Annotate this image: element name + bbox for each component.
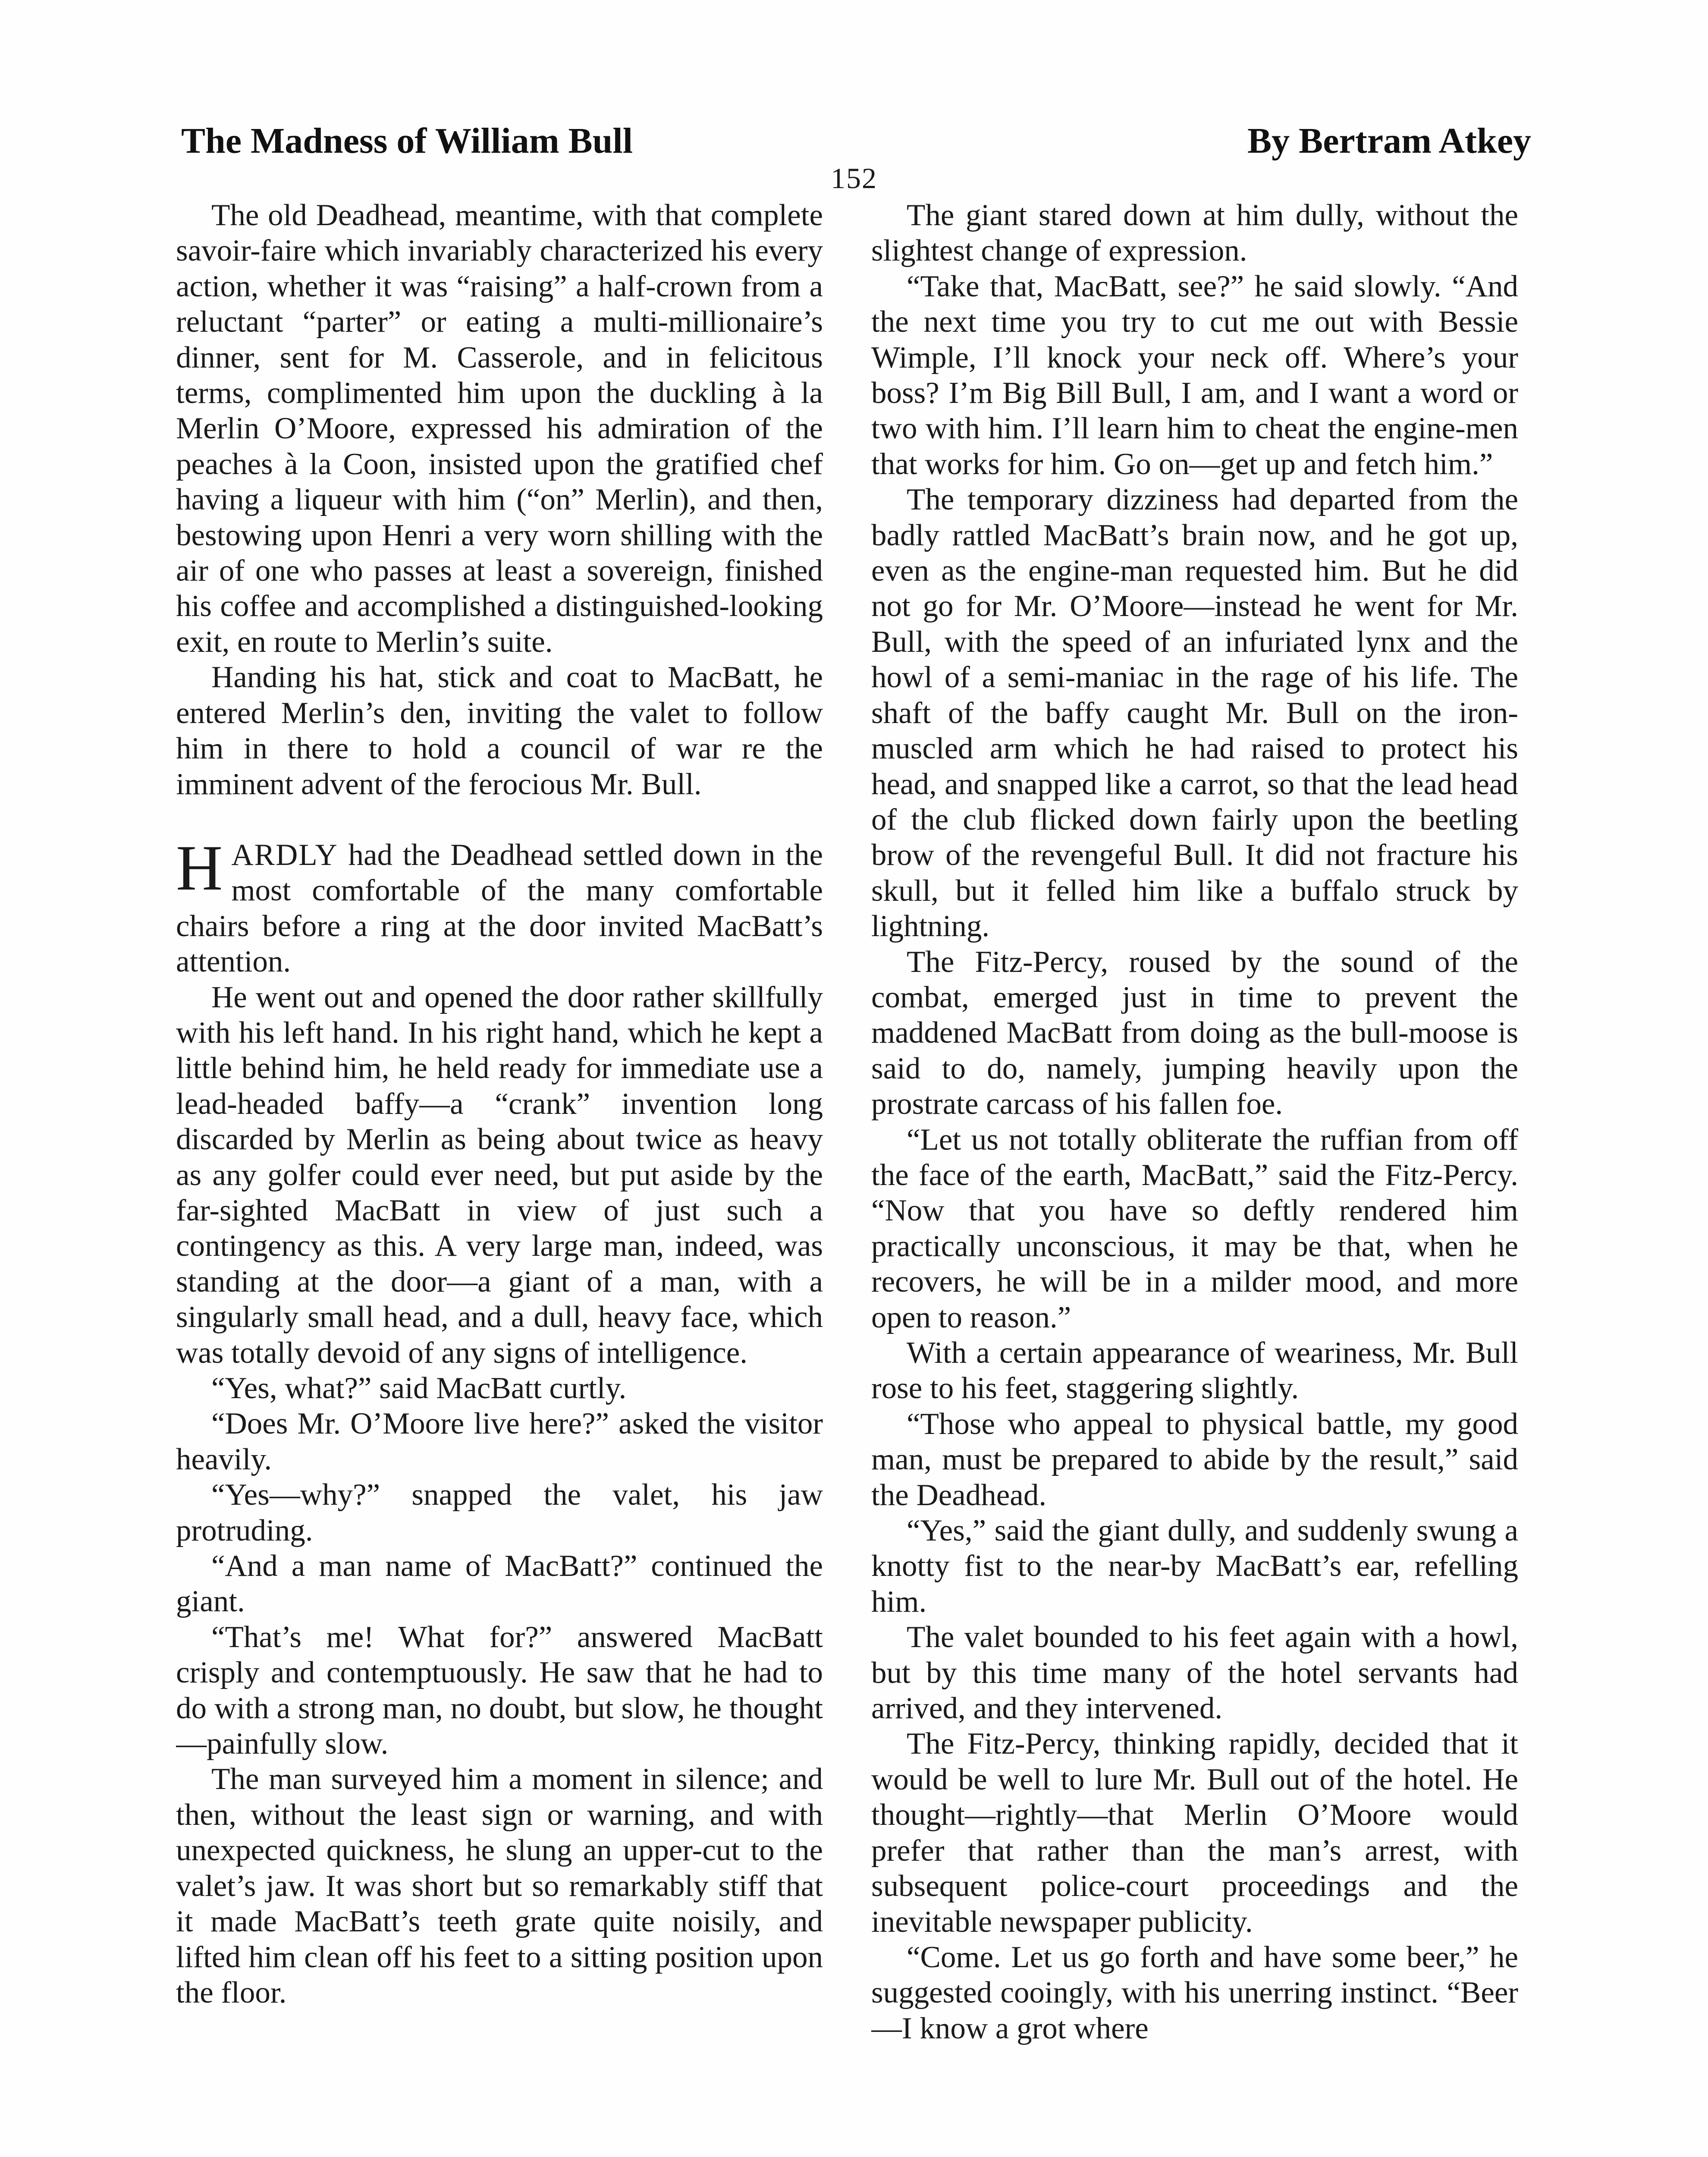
paragraph: He went out and opened the door rather skillfully with his left hand. In his right hand, which he kept a little behind him, he held ready for immediate use a lead-headed baffy—a “crank” invention long discarded by Merlin as being about twice as heavy as any golfer could ever need, but put aside by the far-sighted MacBatt in view of just such a contingency as this. A very large man, indeed, was standing at the door—a giant of a man, with a singularly small head, and a dull, heavy face, which was totally devoid of any signs of intelligence. <box>176 980 823 1370</box>
paragraph: Handing his hat, stick and coat to MacBatt, he entered Merlin’s den, inviting the valet to follow him in there to hold a council of war re the imminent advent of the ferocious Mr. Bull. <box>176 660 823 801</box>
paragraph: “Come. Let us go forth and have some beer,” he suggested cooingly, with his unerring instinct. “Beer—I know a grot where <box>871 1940 1518 2045</box>
paragraph: “That’s me! What for?” answered MacBatt crisply and contemptuously. He saw that he had to do with a strong man, no doubt, but slow, he thought—painfully slow. <box>176 1620 823 1761</box>
right-column <box>871 198 1518 2157</box>
paragraph: The giant stared down at him dully, without the slightest change of expression. <box>871 198 1518 268</box>
paragraph: With a certain appearance of weariness, Mr. Bull rose to his feet, staggering slightly. <box>871 1336 1518 1406</box>
paragraph-text: had the Deadhead settled down in the most comfortable of the many comfortable chairs before a ring at the door invited MacBatt’s attention. <box>176 838 823 979</box>
paragraph: “And a man name of MacBatt?” continued the giant. <box>176 1549 823 1619</box>
story-title: The Madness of William Bull <box>181 121 633 161</box>
paragraph: “Let us not totally obliterate the ruffian from off the face of the earth, MacBatt,” said the Fitz-Percy. “Now that you have so deftly rendered him practically unconscious, it may be that, when he recovers, he will be in a milder mood, and more open to reason.” <box>871 1123 1518 1334</box>
paragraph: The Fitz-Percy, roused by the sound of the combat, emerged just in time to prevent the maddened MacBatt from doing as the bull-moose is said to do, namely, jumping heavily upon the prostrate carcass of his fallen foe. <box>871 945 1518 1121</box>
paragraph: The old Deadhead, meantime, with that complete savoir-faire which invariably characterized his every action, whether it was “raising” a half-crown from a reluctant “parter” or eating a multi-millionaire’s dinner, sent for M. Casserole, and in felicitous terms, complimented him upon the duckling à la Merlin O’Moore, expressed his admiration of the peaches à la Coon, insisted upon the gratified chef having a liqueur with him (“on” Merlin), and then, bestowing upon Henri a very worn shilling with the air of one who passes at least a sovereign, finished his coffee and accomplished a distinguished-looking exit, en route to Merlin’s suite. <box>176 198 823 659</box>
left-column <box>176 198 823 2157</box>
paragraph: “Take that, MacBatt, see?” he said slowly. “And the next time you try to cut me out with Bessie Wimple, I’ll knock your neck off. Where’s your boss? I’m Big Bill Bull, I am, and I want a word or two with him. I’ll learn him to cheat the engine-men that works for him. Go on—get up and fetch him.” <box>871 269 1518 481</box>
paragraph: “Yes—why?” snapped the valet, his jaw protruding. <box>176 1478 823 1547</box>
small-caps-lead: ARDLY <box>231 838 338 872</box>
story-byline: By Bertram Atkey <box>1247 121 1531 161</box>
paragraph: “Does Mr. O’Moore live here?” asked the visitor heavily. <box>176 1407 823 1476</box>
paragraph: The valet bounded to his feet again with a howl, but by this time many of the hotel servants had arrived, and they intervened. <box>871 1620 1518 1726</box>
paragraph: “Those who appeal to physical battle, my good man, must be prepared to abide by the result,” said the Deadhead. <box>871 1407 1518 1512</box>
drop-cap: H <box>176 832 223 904</box>
paragraph: “Yes, what?” said MacBatt curtly. <box>211 1371 627 1405</box>
running-header <box>181 117 1531 165</box>
section-opening-paragraph <box>176 832 823 980</box>
paragraph: The Fitz-Percy, thinking rapidly, decided that it would be well to lure Mr. Bull out of the hotel. He thought—rightly—that Merlin O’Moore would prefer that rather than the man’s arrest, with subsequent police-court proceedings and the inevitable newspaper publicity. <box>871 1727 1518 1939</box>
paragraph: The man surveyed him a moment in silence; and then, without the least sign or warning, and with unexpected quickness, he slung an upper-cut to the valet’s jaw. It was short but so remarkably stiff that it made MacBatt’s teeth grate quite noisily, and lifted him clean off his feet to a sitting position upon the floor. <box>176 1762 823 2009</box>
paragraph: The temporary dizziness had departed from the badly rattled MacBatt’s brain now, and he got up, even as the engine-man requested him. But he did not go for Mr. O’Moore—instead he went for Mr. Bull, with the speed of an infuriated lynx and the howl of a semi-maniac in the rage of his life. The shaft of the baffy caught Mr. Bull on the iron-muscled arm which he had raised to protect his head, and snapped like a carrot, so that the lead head of the club flicked down fairly upon the beetling brow of the revengeful Bull. It did not fracture his skull, but it felled him like a buffalo struck by lightning. <box>871 483 1518 943</box>
paragraph: “Yes,” said the giant dully, and suddenly swung a knotty fist to the near-by MacBatt’s ear, refelling him. <box>871 1514 1518 1619</box>
page-number: 152 <box>831 162 877 195</box>
